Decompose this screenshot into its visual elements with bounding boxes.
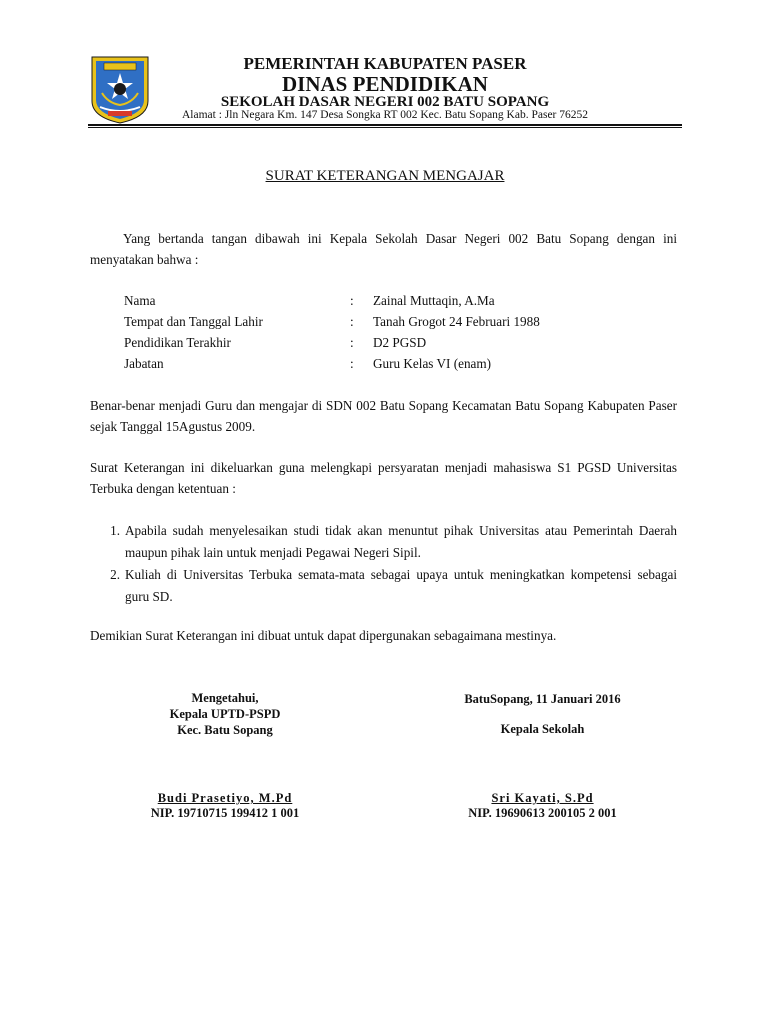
field-row-position [124, 353, 624, 374]
conditions-list [90, 520, 677, 608]
letterhead-government: PEMERINTAH KABUPATEN PASER [243, 54, 527, 73]
signature-left-line2: Kepala UPTD-PSPD [169, 707, 281, 721]
letterhead-agency: DINAS PENDIDIKAN [282, 72, 488, 96]
signatory-right-nip: NIP. 19690613 200105 2 001 [468, 806, 617, 820]
signature-right-title: Kepala Sekolah [500, 722, 585, 736]
list-text: Kuliah di Universitas Terbuka semata-mata sebagai upaya untuk meningkatkan kompetensi sebagai guru SD. [125, 567, 677, 604]
field-label: Pendidikan Terakhir [124, 335, 231, 350]
signatory-left-nip: NIP. 19710715 199412 1 001 [150, 806, 300, 820]
field-row-education [124, 332, 624, 353]
field-value: D2 PGSD [373, 335, 427, 350]
signature-left-line3: Kec. Batu Sopang [177, 723, 273, 737]
field-colon: : [350, 335, 354, 350]
field-colon: : [350, 356, 354, 371]
field-colon: : [350, 293, 354, 308]
signature-left [110, 690, 340, 738]
closing-paragraph: Demikian Surat Keterangan ini dibuat untuk dapat dipergunakan sebagaimana mestinya. [90, 628, 557, 643]
field-label: Jabatan [124, 356, 164, 371]
field-value: Tanah Grogot 24 Februari 1988 [373, 314, 540, 329]
document-title: SURAT KETERANGAN MENGAJAR [265, 168, 505, 184]
field-label: Tempat dan Tanggal Lahir [124, 314, 263, 329]
field-row-name [124, 290, 624, 311]
signature-right-date: BatuSopang, 11 Januari 2016 [464, 692, 621, 706]
letterhead-rule-thin [88, 127, 682, 128]
list-item [90, 520, 677, 564]
list-text: Apabila sudah menyelesaikan studi tidak akan menuntut pihak Universitas atau Pemerintah Daerah maupun pihak lain untuk menjadi Pegawai Negeri Sipil. [125, 523, 677, 560]
signature-left-line1: Mengetahui, [191, 691, 259, 705]
purpose-paragraph: Surat Keterangan ini dikeluarkan guna melengkapi persyaratan menjadi mahasiswa S1 PGSD Universitas Terbuka dengan ketentuan : [90, 460, 677, 496]
signatory-right-name: Sri Kayati, S.Pd [491, 791, 594, 805]
field-row-birth [124, 311, 624, 332]
signatory-left-name: Budi Prasetiyo, M.Pd [157, 791, 293, 805]
field-label: Nama [124, 293, 156, 308]
field-colon: : [350, 314, 354, 329]
field-value: Zainal Muttaqin, A.Ma [373, 293, 495, 308]
field-value: Guru Kelas VI (enam) [373, 356, 492, 371]
list-number: 1. [110, 523, 120, 538]
letterhead-address: Alamat : Jln Negara Km. 147 Desa Songka RT 002 Kec. Batu Sopang Kab. Paser 76252 [182, 109, 588, 121]
list-number: 2. [110, 567, 120, 582]
list-item [90, 564, 677, 608]
letterhead-school: SEKOLAH DASAR NEGERI 002 BATU SOPANG [220, 94, 550, 110]
letterhead-rule [88, 124, 682, 126]
signature-right [425, 691, 660, 737]
intro-paragraph: Yang bertanda tangan dibawah ini Kepala Sekolah Dasar Negeri 002 Batu Sopang dengan ini menyatakan bahwa : [90, 231, 677, 267]
statement-paragraph: Benar-benar menjadi Guru dan mengajar di SDN 002 Batu Sopang Kecamatan Batu Sopang Kabupaten Paser sejak Tanggal 15Agustus 2009. [90, 398, 677, 434]
identity-fields [124, 290, 624, 374]
